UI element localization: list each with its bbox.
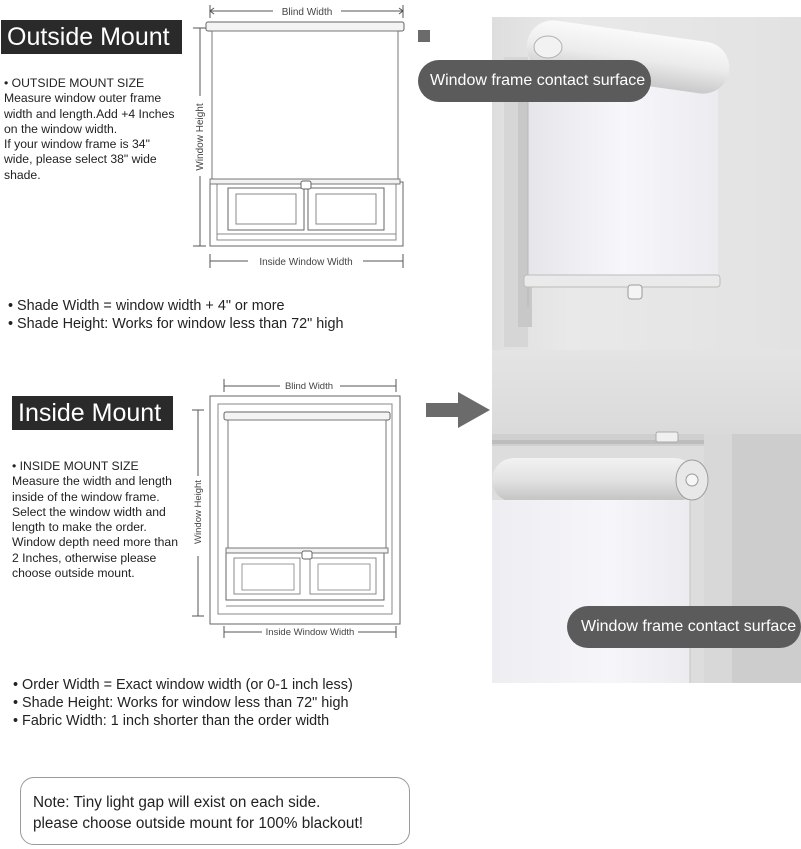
outside-size-line: shade. <box>4 167 41 182</box>
outside-bullet: • Shade Height: Works for window less than 72" high <box>8 316 344 332</box>
outside-mount-heading: Outside Mount <box>1 20 182 54</box>
inside-size-line: inside of the window frame. <box>12 489 160 504</box>
inside-inside-window-width-label: Inside Window Width <box>265 627 355 638</box>
outside-bullet: • Shade Width = window width + 4" or more <box>8 298 285 314</box>
inside-mount-diagram <box>190 376 412 640</box>
inside-size-line: Measure the width and length <box>12 474 172 489</box>
outside-contact-surface-callout: Window frame contact surface <box>418 60 651 102</box>
arrow-right-icon <box>426 392 490 433</box>
outside-size-line: width and length.Add +4 Inches <box>4 106 175 121</box>
outside-window-height-label: Window Height <box>195 103 206 171</box>
outside-mount-diagram <box>188 0 420 272</box>
outside-size-line: Measure window outer frame <box>4 91 162 106</box>
inside-size-line: Select the window width and <box>12 504 166 519</box>
note-line-1: Note: Tiny light gap will exist on each side. <box>33 794 321 811</box>
outside-size-line: on the window width. <box>4 121 118 136</box>
inside-size-line: 2 Inches, otherwise please <box>12 550 157 565</box>
inside-mount-heading: Inside Mount <box>12 396 173 430</box>
inside-bullet: • Fabric Width: 1 inch shorter than the order width <box>13 713 330 729</box>
outside-size-line: wide, please select 38" wide <box>4 152 157 167</box>
inside-contact-surface-callout: Window frame contact surface <box>567 606 801 648</box>
outside-mount-size-text <box>4 76 184 183</box>
note-line-2: please choose outside mount for 100% blackout! <box>33 815 363 832</box>
inside-size-line: length to make the order. <box>12 520 147 535</box>
inside-bullet: • Order Width = Exact window width (or 0-1 inch less) <box>13 677 353 693</box>
inside-mount-bullets <box>13 676 353 730</box>
blackout-note <box>20 777 410 845</box>
inside-size-line: • INSIDE MOUNT SIZE <box>12 459 139 473</box>
outside-inside-window-width-label: Inside Window Width <box>259 257 353 268</box>
inside-size-line: choose outside mount. <box>12 566 135 581</box>
inside-bullet: • Shade Height: Works for window less than 72" high <box>13 695 349 711</box>
outside-blind-width-label: Blind Width <box>281 7 333 18</box>
outside-size-line: • OUTSIDE MOUNT SIZE <box>4 76 145 90</box>
inside-blind-width-label: Blind Width <box>284 381 334 392</box>
inside-size-line: Window depth need more than <box>12 535 178 550</box>
outside-mount-bullets <box>8 297 343 333</box>
outside-size-line: If your window frame is 34" <box>4 137 150 152</box>
inside-window-height-label: Window Height <box>193 480 204 544</box>
inside-mount-size-text <box>12 459 192 581</box>
